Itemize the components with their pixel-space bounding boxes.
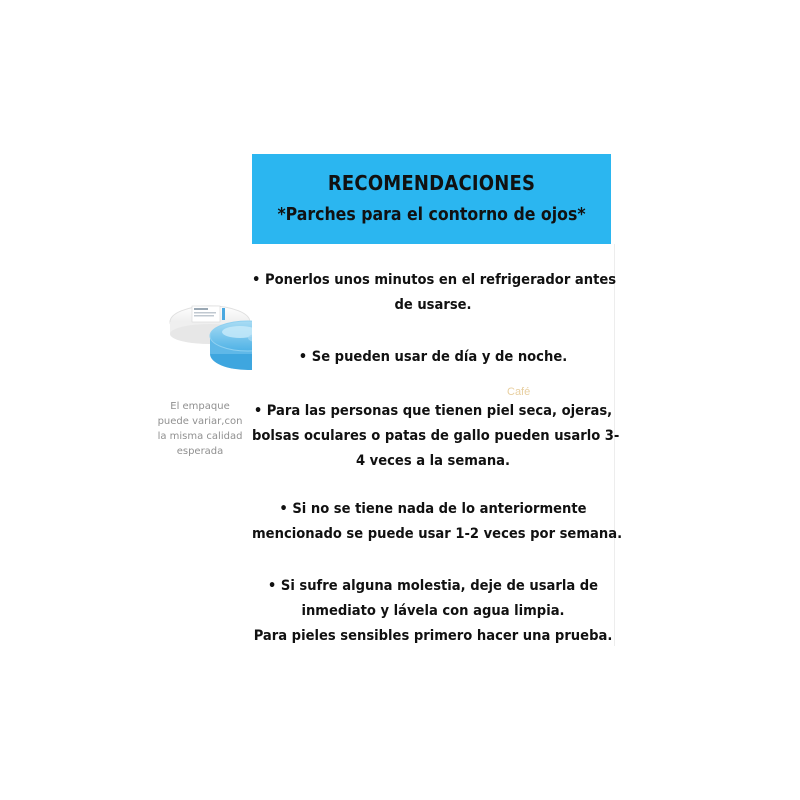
recommendation-line: bolsas oculares o patas de gallo pueden usarlo 3- [252, 427, 620, 444]
recommendation-item [252, 496, 623, 546]
caption-line: El empaque [170, 401, 230, 412]
watermark-text: Café [507, 386, 531, 398]
recommendation-line: • Si no se tiene nada de lo anteriormente [279, 500, 587, 517]
product-caption [150, 399, 250, 459]
caption-line: esperada [176, 446, 224, 457]
recommendation-line: inmediato y lávela con agua limpia. [301, 602, 565, 619]
recommendation-item [252, 573, 614, 648]
caption-line: la misma calidad [157, 431, 243, 442]
recommendations-panel [252, 244, 623, 646]
page-subtitle: *Parches para el contorno de ojos* [277, 205, 586, 225]
recommendation-item [252, 267, 617, 317]
caption-line: puede variar,con [157, 416, 243, 427]
recommendation-line: • Si sufre alguna molestia, deje de usarla de [267, 577, 599, 594]
recommendation-line: mencionado se puede usar 1-2 veces por semana. [252, 525, 623, 542]
recommendation-line: 4 veces a la semana. [355, 452, 511, 469]
recommendation-line: • Para las personas que tienen piel seca, ojeras, [253, 402, 613, 419]
recommendation-line: Para pieles sensibles primero hacer una prueba. [253, 627, 613, 644]
page-title: RECOMENDACIONES [327, 171, 536, 195]
recommendation-item [252, 398, 620, 473]
recommendation-line: de usarse. [394, 296, 472, 313]
header-banner [252, 154, 611, 244]
recommendation-line: • Ponerlos unos minutos en el refrigerador antes [252, 271, 617, 288]
recommendation-item [252, 344, 614, 369]
recommendation-line: • Se pueden usar de día y de noche. [298, 348, 568, 365]
